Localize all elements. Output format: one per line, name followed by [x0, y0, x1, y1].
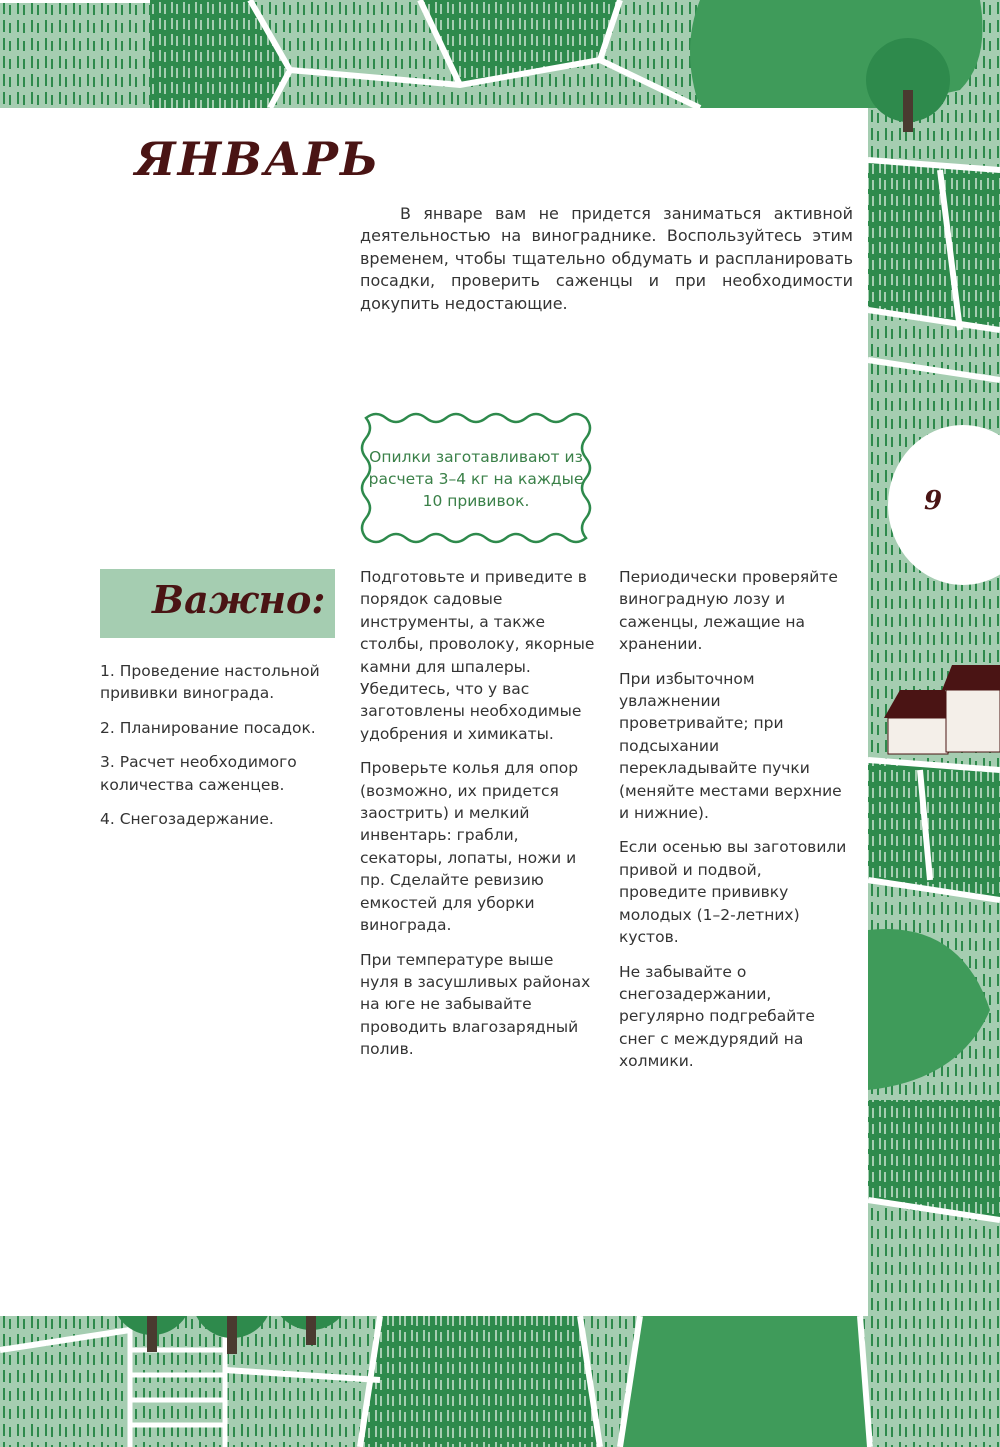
important-list — [100, 660, 335, 842]
paragraph: Если осенью вы заготовили привой и подвой, проведите прививку молодых (1–2-летних) кустов. — [619, 838, 847, 947]
paragraph: Не забывайте о снегозадержании, регулярно подгребайте снег с междурядий на холмики. — [619, 962, 815, 1071]
note-text: Опилки заготавливают из расчета 3–4 кг на каждые 10 прививок. — [368, 448, 584, 510]
page-title: ЯНВАРЬ — [135, 132, 380, 186]
intro-paragraph: В январе вам не придется заниматься активной деятельностью на винограднике. Воспользуйтесь этим временем, чтобы тщательно обдумать и распланировать посадки, проверить саженцы и при необходимости докупить недостающие. — [360, 204, 853, 313]
page-number: 9 — [924, 486, 943, 516]
list-item: 3. Расчет необходимого количества саженцев. — [100, 753, 297, 794]
important-banner — [100, 569, 335, 638]
list-item: 4. Снегозадержание. — [100, 810, 274, 829]
list-item: 1. Проведение настольной прививки винограда. — [100, 662, 320, 703]
important-heading: Важно: — [152, 577, 326, 622]
paragraph: Периодически проверяйте виноградную лозу и саженцы, лежащие на хранении. — [619, 568, 838, 654]
paragraph: Подготовьте и приведите в порядок садовые инструменты, а также столбы, проволоку, якорные камни для шпалеры. Убедитесь, что у вас заготовлены необходимые удобрения и химикаты. — [360, 568, 595, 743]
middle-column — [360, 566, 595, 1073]
paragraph: Проверьте колья для опор (возможно, их придется заострить) и мелкий инвентарь: грабли, секаторы, лопаты, ножи и пр. Сделайте ревизию емкостей для уборки винограда. — [360, 759, 579, 935]
note-callout — [356, 410, 596, 548]
paragraph: При температуре выше нуля в засушливых районах на юге не забывайте проводить влагозарядный полив. — [360, 950, 591, 1059]
list-item: 2. Планирование посадок. — [100, 718, 316, 737]
paragraph: При избыточном увлажнении проветривайте; при подсыхании перекладывайте пучки (меняйте местами верхние и нижние). — [619, 669, 842, 823]
right-column — [619, 566, 854, 1085]
